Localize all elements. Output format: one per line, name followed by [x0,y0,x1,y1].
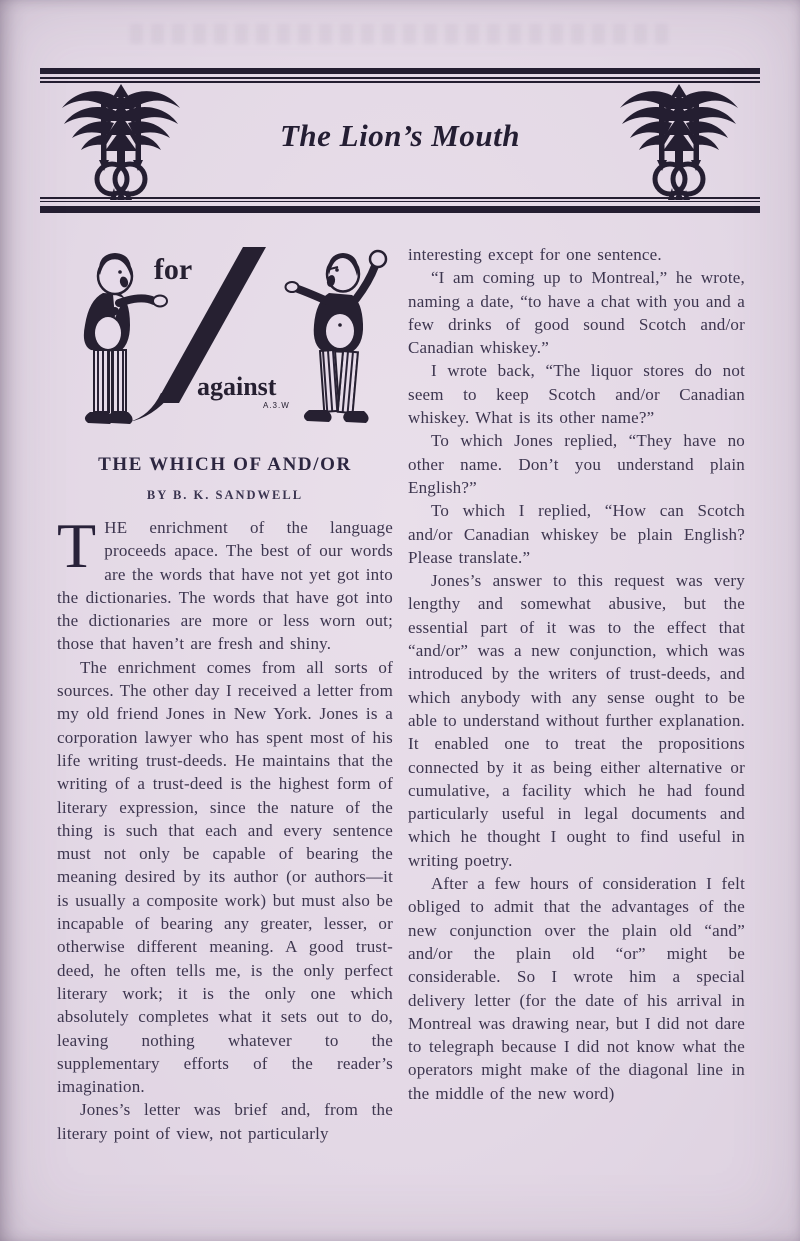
paragraph: Jones’s letter was brief and, from the literary point of view, not particularly [57,1100,393,1143]
paragraph: The enrichment comes from all sorts of sources. The other day I received a letter from my old friend Jones in New York. Jones is a corporation lawyer who has spent most of his life writing trust-deeds. He maintains that the writing of a trust-deed is the highest form of literary expression, since the nature of the thing is such that each and every sentence must not only be capable of bearing the meaning desired by its author (or authors—it is usually a composite work) but must also be incapable of bearing any greater, lesser, or otherwise different meaning. A good trust-deed, he often tells me, is the only perfect literary work; it is the only one which absolutely completes what it sets out to do, leaving nothing whatever to the supplementary efforts of the reader’s imagination. [57,657,393,1097]
against-label: against [197,372,277,401]
right-column [408,243,745,1105]
drop-cap: T [57,510,97,581]
paragraph: “I am coming up to Montreal,” he wrote, naming a date, “to have a chat with you and a few drinks of good sound Scotch and/or Canadian whiskey.” [408,268,745,358]
header-rule-bottom-thin2 [40,201,760,203]
left-column [57,245,393,1145]
bleed-through-artifact [130,24,670,44]
for-against-cartoon [57,245,393,437]
article-title: THE WHICH OF AND/OR [98,454,352,475]
for-label: for [153,253,193,286]
left-column-text [57,510,393,1145]
header-rule-top-thick [40,68,760,74]
paragraph-opening-text: HE enrichment of the language proceeds apace. The best of our words are the words that have not yet got into the dictionaries. The words that have got into the dictionaries are more or less worn out; those that haven’t are fresh and shiny. [57,518,393,654]
paragraph: To which Jones replied, “They have no other name. Don’t you understand plain English?” [408,431,745,497]
paragraph-opening [57,510,393,656]
paragraph: After a few hours of consideration I felt obliged to admit that the advantages of the new conjunction over the plain old “and” and/or the plain old “or” might be considerable. So I wrote him a special delivery letter (for the date of his arrival in Montreal was drawing near, but I did not dare to telegraph because I did not know what the operators might make of the diagonal line in the middle of the new word) [408,874,745,1103]
artist-signature: A.3.W [263,401,290,410]
header-rule-bottom-thick [40,206,760,213]
paragraph: Jones’s answer to this request was very lengthy and somewhat abusive, but the essential part of it was to the effect that “and/or” was a new conjunction, which was introduced by the writers of trust-deeds, and which anybody with any sense ought to be able to understand without further explanation. It enabled one to treat the propositions connected by it as being either alternative or cumulative, a facility which he had found particularly useful in legal documents and which he thought I ought to find useful in writing poetry. [408,571,745,870]
header-rule-top-thin [40,77,760,79]
section-title: The Lion’s Mouth [280,118,520,153]
article-byline: BY B. K. SANDWELL [146,488,304,502]
paragraph: To which I replied, “How can Scotch and/or Canadian whiskey be plain English? Please translate.” [408,501,745,567]
paragraph-continuation: interesting except for one sentence. [408,245,662,264]
header-rule-top-thin2 [40,81,760,83]
right-column-text [408,243,745,1105]
paragraph: I wrote back, “The liquor stores do not seem to keep Scotch and/or Canadian whiskey. What is its other name?” [408,361,745,428]
angry-man-figure [286,251,387,423]
header-rule-bottom-thin [40,197,760,199]
